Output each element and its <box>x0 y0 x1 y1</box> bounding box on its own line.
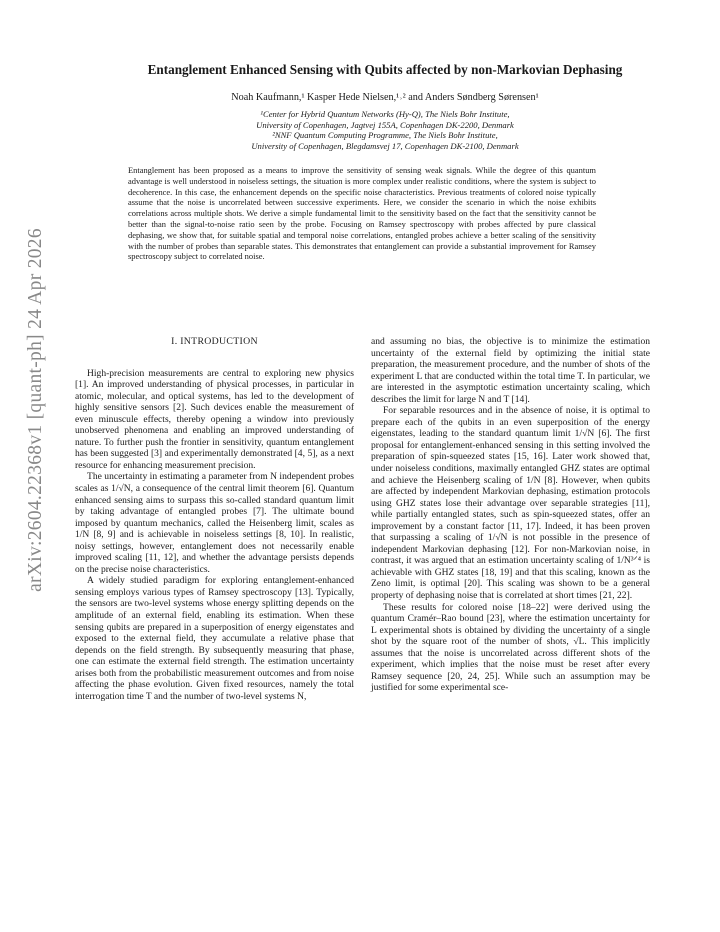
affiliation-line: University of Copenhagen, Blegdamsvej 17, Copenhagen DK-2100, Denmark <box>251 140 519 151</box>
affiliation-line: ¹Center for Hybrid Quantum Networks (Hy-Q), The Niels Bohr Institute, <box>260 109 510 119</box>
arxiv-sidebar-stamp <box>18 160 54 660</box>
affiliations <box>60 109 710 151</box>
author-list: Noah Kaufmann,¹ Kasper Hede Nielsen,¹˒² and Anders Søndberg Sørensen¹ <box>231 92 539 103</box>
paragraph: High-precision measurements are central to exploring new physics [1]. An improved understanding of physical processes, in particular in atomic, molecular, and optical systems, has led to the development of highly sensitive sensors [2]. Such devices enable the measurement of even minuscule effects, thereby opening a window into previously unobserved phenomena and enabling an improved understanding of nature. To further push the frontier in sensitivity, quantum entanglement has been suggested [3] and experimentally demonstrated [4, 5], as a next resource for enhancing measurement precision. <box>75 367 354 471</box>
paragraph: For separable resources and in the absence of noise, it is optimal to prepare each of the qubits in an even superposition of the energy eigenstates, leading to the standard quantum limit 1/√N [6]. The first proposal for entanglement-enhanced sensing in this setting involved the preparation of spin-squeezed states [15, 16]. Later work showed that, under noiseless conditions, maximally entangled GHZ states are optimal and achieve the Heisenberg scaling of 1/N [8]. However, when qubits are affected by independent Markovian dephasing, estimation protocols using GHZ states lose their advantage over separable strategies [11], while partially entangled states, such as spin-squeezed states, offer an improvement by a constant factor [11, 17]. Indeed, it has been proven that surpassing a scaling of 1/√N is not possible in the presence of independent Markovian dephasing [12]. For non-Markovian noise, in contrast, it was argued that an estimation uncertainty scaling of 1/N³ᐟ⁴ is achievable with GHZ states [18, 19] and that this scaling, known as the Zeno limit, is optimal [20]. This scaling was shown to be a general property of dephasing noise that is correlated at short times [21, 22]. <box>371 405 650 602</box>
paragraph: and assuming no bias, the objective is to minimize the estimation uncertainty of the external field by optimizing the initial state preparation, the measurement procedure, and the number of shots of the experiment L that are conducted within the total time T. In particular, we are interested in the asymptotic estimation uncertainty scaling, which describes the limit for large N and T [14]. <box>371 336 650 405</box>
paragraph: The uncertainty in estimating a parameter from N independent probes scales as 1/√N, a consequence of the central limit theorem [6]. Quantum enhanced sensing aims to surpass this so-called standard quantum limit by taking advantage of entangled probes [7]. The ultimate bound imposed by quantum mechanics, called the Heisenberg limit, scales as 1/N [8, 9] and is achievable in noiseless settings [8, 10]. In realistic, noisy settings, however, entanglement does not necessarily enable improved scaling [11, 12], and whether the advantage persists depends on the precise noise characteristics. <box>75 471 354 575</box>
left-column <box>75 336 354 702</box>
paragraph: A widely studied paradigm for exploring entanglement-enhanced sensing employs various types of Ramsey spectroscopy [13]. Typically, the sensors are two-level systems whose energy splitting depends on the amplitude of an external field, enabling its estimation. When these sensing qubits are prepared in a superposition of energy eigenstates and exposed to the external field, they accumulate a relative phase that depends on the field strength. By subsequently measuring that phase, one can estimate the external field strength. The estimation uncertainty arises both from the probabilistic measurement outcomes and from noise affecting the phase evolution. Given fixed resources, namely the total interrogation time T and the number of two-level systems N, <box>75 575 354 702</box>
abstract: Entanglement has been proposed as a means to improve the sensitivity of sensing weak signals. While the degree of this quantum advantage is well understood in noiseless settings, the situation is more complex under realistic conditions, where the system is subject to decoherence. In this case, the enhancement depends on the specific noise characteristics. Previous treatments of colored noise typically assume that the noise is uncorrelated between successive experiments. Here, we consider the scenario in which the noise exhibits correlations across multiple shots. We derive a simple fundamental limit to the sensitivity based on the fact that the sensitivity cannot be better than the signal-to-noise ratio seen by the probe. Focusing on Ramsey spectroscopy with probes affected by pure classical dephasing, we show that, for suitable spatial and temporal noise correlations, entangled probes achieve a better scaling of the sensitivity with the number of probes than separable states. This demonstrates that entanglement can provide a substantial improvement for Ramsey spectroscopy subject to correlated noise. <box>128 165 596 262</box>
right-column <box>371 336 650 694</box>
affiliation-line: ²NNF Quantum Computing Programme, The Niels Bohr Institute, <box>272 130 498 141</box>
affiliation-line: University of Copenhagen, Jagtvej 155A, Copenhagen DK-2200, Denmark <box>256 119 514 130</box>
section-heading: I. INTRODUCTION <box>171 336 258 347</box>
paragraph: These results for colored noise [18–22] were derived using the quantum Cramér–Rao bound [23], where the estimation uncertainty for L experimental shots is obtained by dividing the uncertainty of a single shot by the square root of the number of shots, √L. This implicitly assumes that the noise is uncorrelated across different shots of the experiment, which implies that the noise must be reset after every Ramsey sequence [20, 24, 25]. While such an assumption may be justified for some experimental sce- <box>371 601 650 694</box>
arxiv-identifier: arXiv:2604.22368v1 [quant-ph] 24 Apr 2026 <box>25 228 46 592</box>
paper-title: Entanglement Enhanced Sensing with Qubits affected by non-Markovian Dephasing <box>147 62 623 77</box>
